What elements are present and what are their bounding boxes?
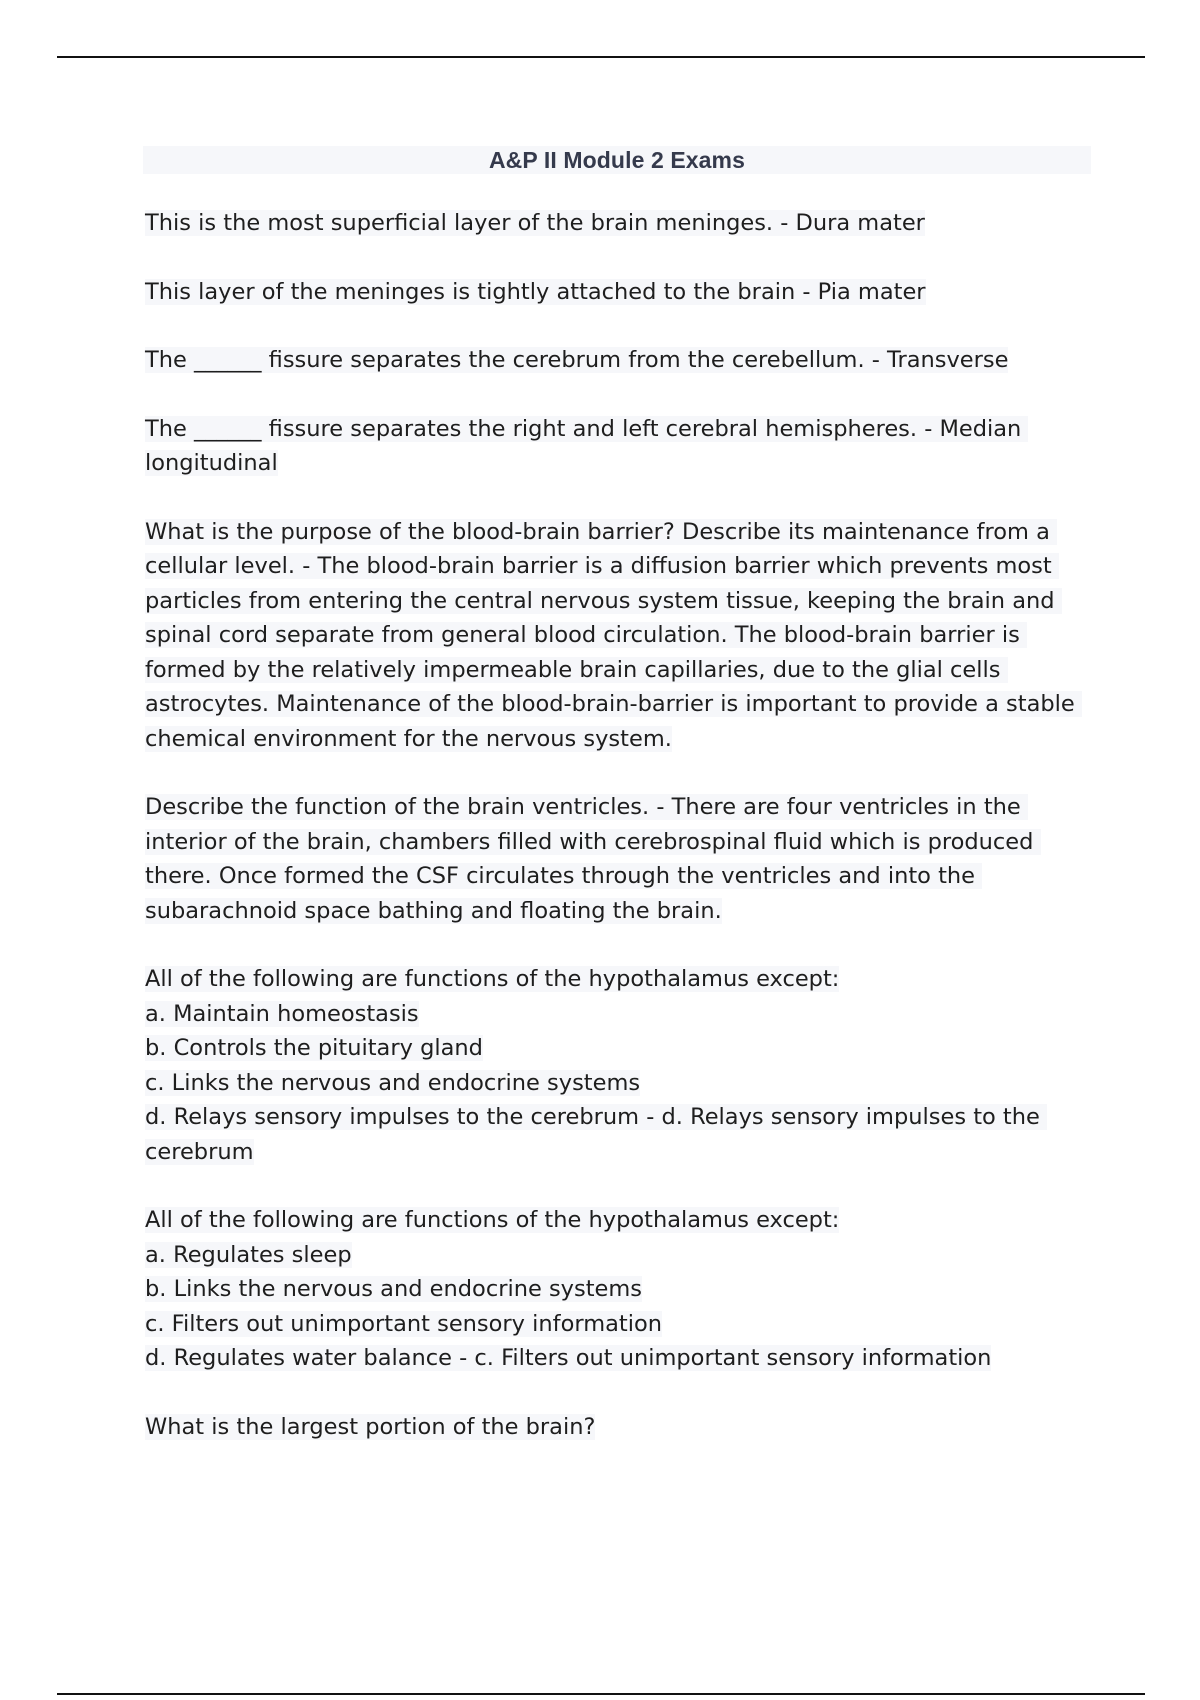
- qa-text: This layer of the meninges is tightly attached to the brain - Pia mater: [145, 278, 926, 305]
- qa-item: [145, 343, 1095, 378]
- qa-item: [145, 790, 1095, 928]
- qa-item: [145, 275, 1095, 310]
- top-rule: [57, 56, 1145, 58]
- multiple-choice-item: [145, 1203, 1095, 1376]
- qa-item: [145, 412, 1095, 481]
- mc-option: b. Links the nervous and endocrine systems: [145, 1276, 643, 1302]
- document-body: [145, 206, 1095, 1478]
- mc-option: c. Filters out unimportant sensory information: [145, 1310, 662, 1337]
- qa-item: [145, 206, 1095, 241]
- mc-option: d. Relays sensory impulses to the cerebrum - d. Relays sensory impulses to the cerebrum: [145, 1104, 1048, 1165]
- mc-option: d. Regulates water balance - c. Filters out unimportant sensory information: [145, 1345, 992, 1371]
- mc-question: All of the following are functions of the hypothalamus except:: [145, 966, 840, 992]
- qa-text: Describe the function of the brain ventricles. - There are four ventricles in the interior of the brain, chambers filled with cerebrospinal fluid which is produced there. Once formed the CSF circulates through the ventricles and into the subarachnoid space bathing and floating the brain.: [145, 794, 1041, 924]
- qa-text: The ______ fissure separates the cerebrum from the cerebellum. - Transverse: [145, 347, 1009, 373]
- qa-text: What is the largest portion of the brain?: [145, 1413, 596, 1440]
- title-bar: [143, 146, 1091, 174]
- qa-text: This is the most superficial layer of the brain meninges. - Dura mater: [145, 210, 925, 236]
- mc-option: a. Regulates sleep: [145, 1241, 352, 1268]
- qa-text: The ______ fissure separates the right and left cerebral hemispheres. - Median longitudinal: [145, 415, 1029, 476]
- mc-option: c. Links the nervous and endocrine systems: [145, 1069, 641, 1096]
- bottom-rule: [57, 1693, 1145, 1695]
- qa-item: [145, 1410, 1095, 1445]
- qa-text: What is the purpose of the blood-brain barrier? Describe its maintenance from a cellular level. - The blood-brain barrier is a diffusion barrier which prevents most particles from entering the central nervous system tissue, keeping the brain and spinal cord separate from general blood circulation. The blood-brain barrier is formed by the relatively impermeable brain capillaries, due to the glial cells astrocytes. Maintenance of the blood-brain-barrier is important to provide a stable chemical environment for the nervous system.: [145, 518, 1082, 752]
- mc-option: a. Maintain homeostasis: [145, 1000, 419, 1027]
- document-title: A&P II Module 2 Exams: [488, 146, 746, 173]
- qa-item: [145, 515, 1095, 757]
- mc-option: b. Controls the pituitary gland: [145, 1035, 483, 1061]
- multiple-choice-item: [145, 962, 1095, 1169]
- mc-question: All of the following are functions of the hypothalamus except:: [145, 1207, 840, 1233]
